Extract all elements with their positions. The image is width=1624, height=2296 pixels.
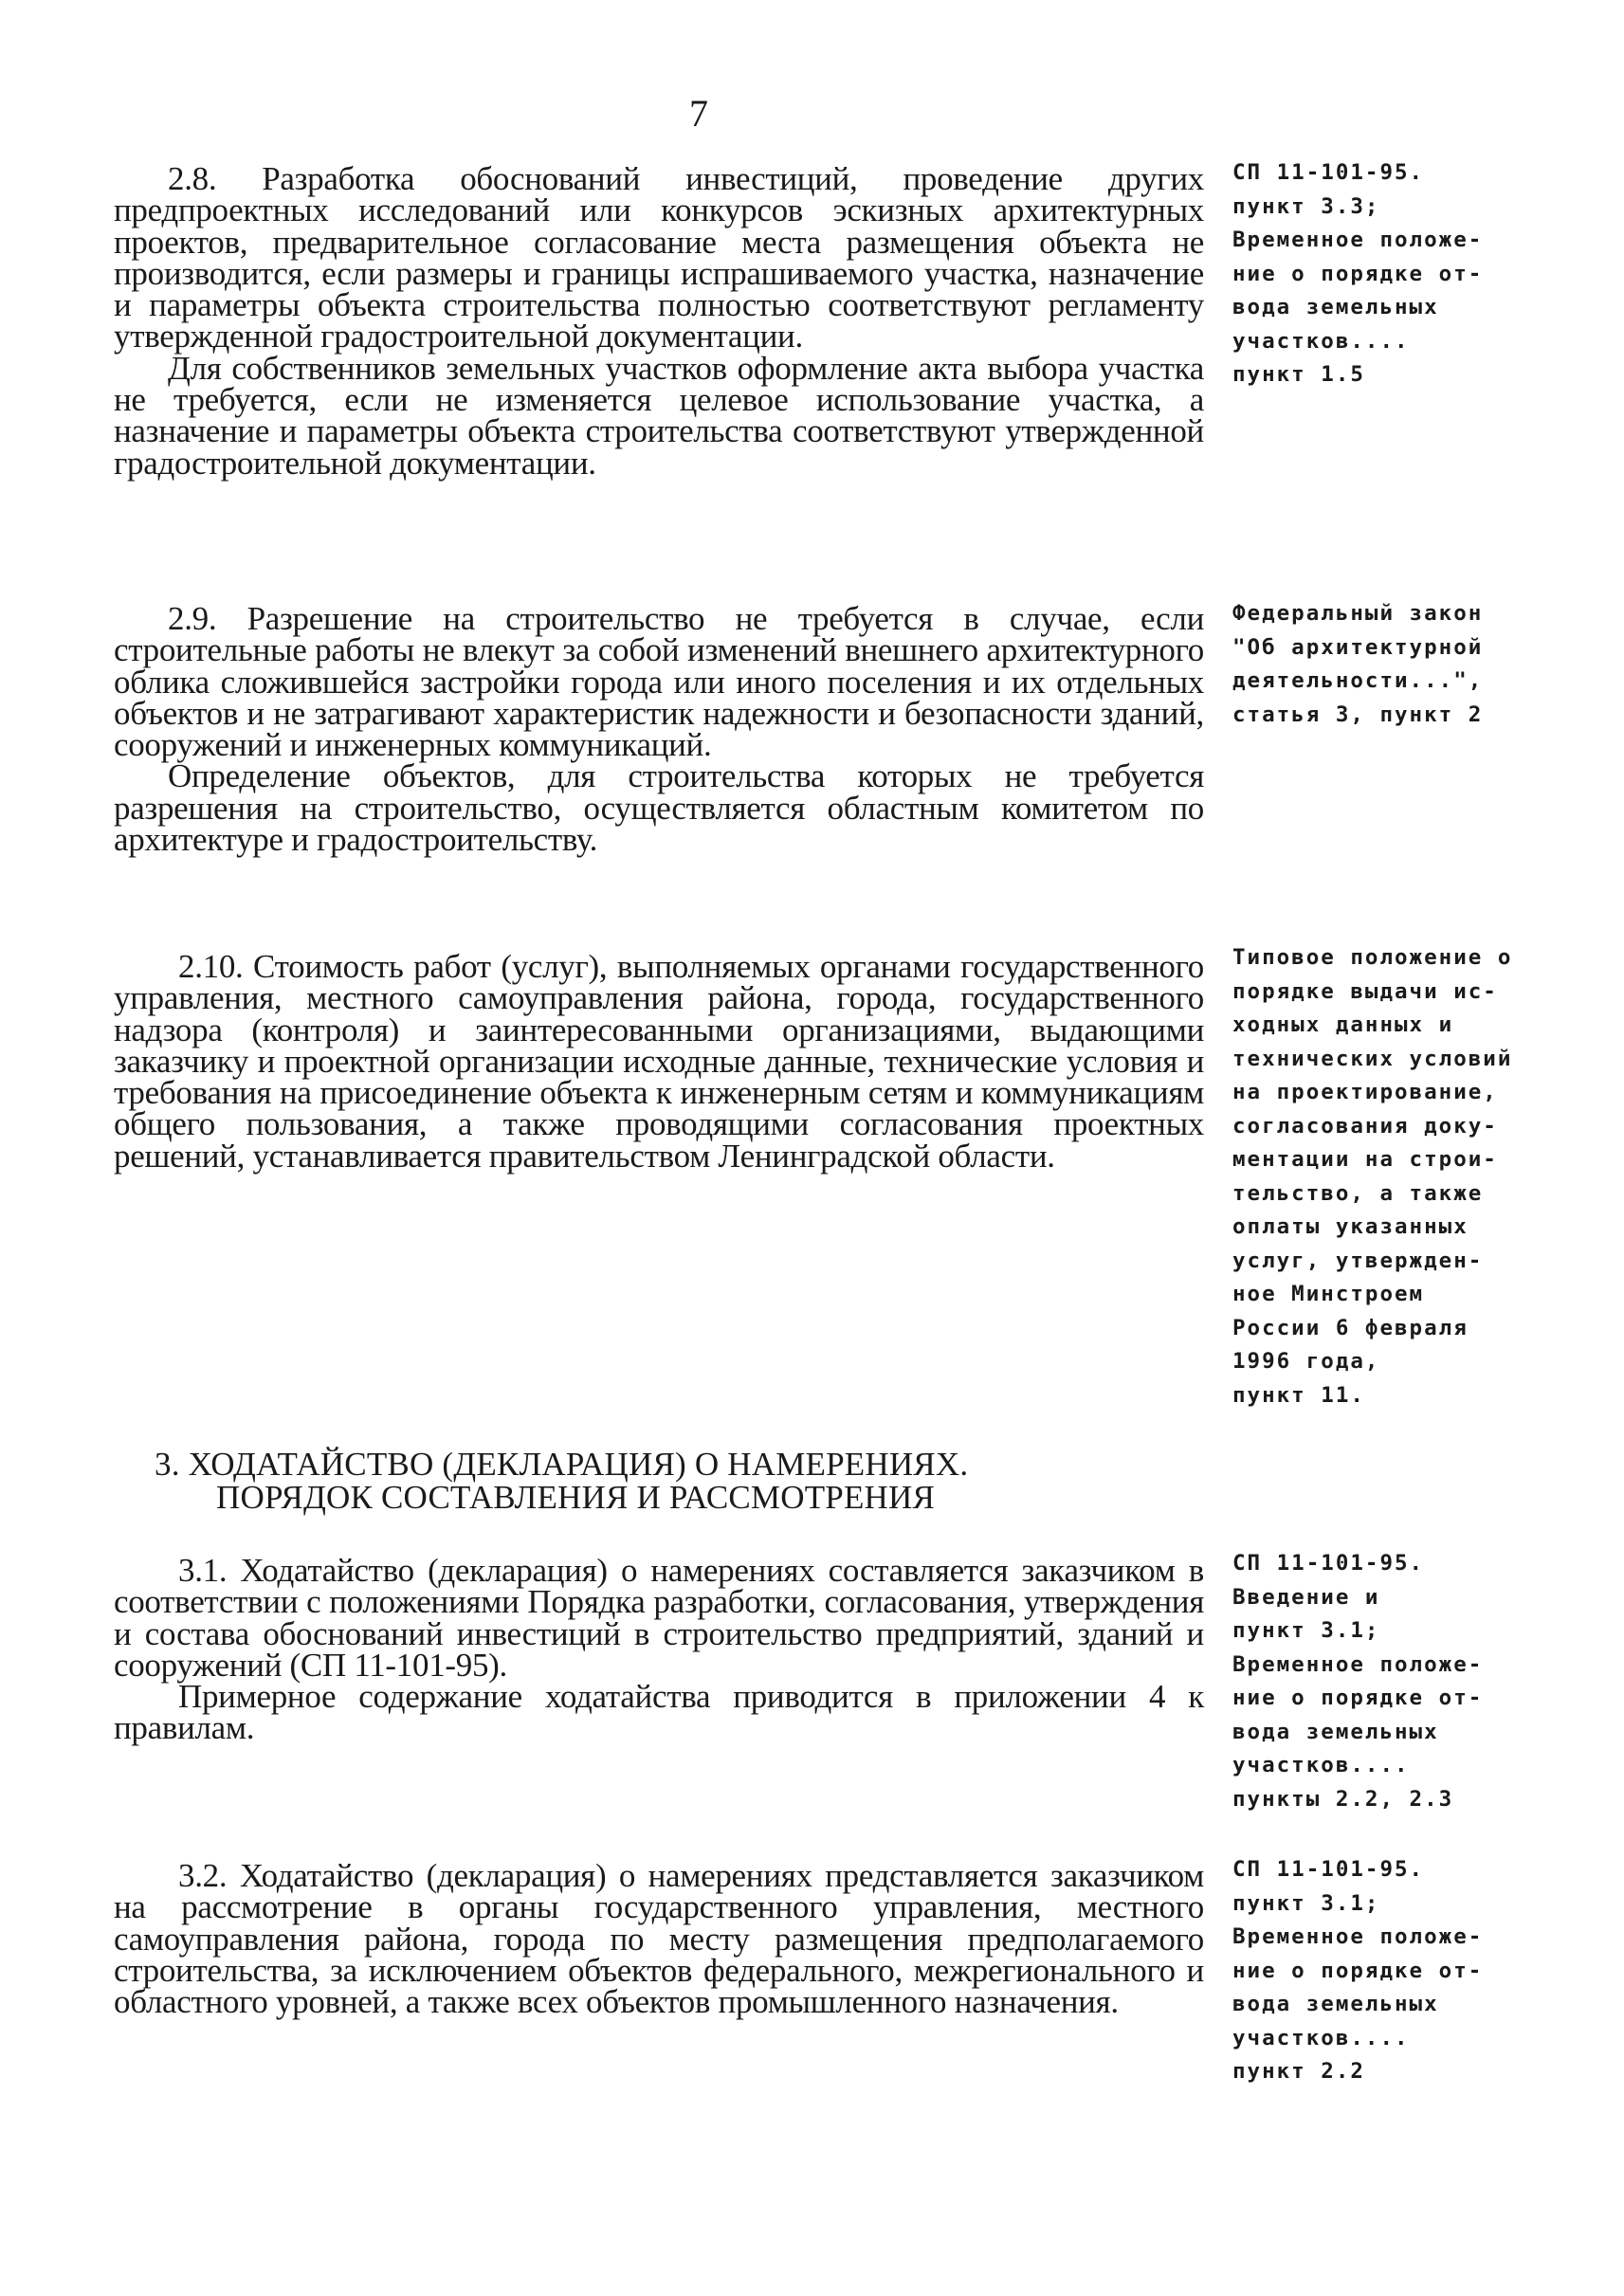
section-2-10-text xyxy=(114,948,1204,1175)
reference-line: ходных данных и xyxy=(1232,1012,1454,1037)
reference-line: Введение и xyxy=(1232,1584,1380,1610)
paragraph: 2.9. Разрешение на строительство не требуется в случае, если строительные работы не влекут за собой изменений внешнего архитектурного облика сложившейся застройки города или иного поселения и их отдельных объектов и не затрагивают характеристик надежности и безопасности зданий, сооружений и инженерных коммуникаций. xyxy=(114,600,1204,764)
reference-line: пункт 2.2 xyxy=(1232,2059,1365,2084)
reference-line: СП 11-101-95. xyxy=(1232,1551,1425,1576)
reference-line: Временное положе- xyxy=(1232,228,1484,252)
reference-line: участков.... xyxy=(1232,2025,1410,2050)
reference-line: на проектирование, xyxy=(1232,1080,1498,1104)
reference-line: вода земельных xyxy=(1232,1719,1439,1744)
reference-line: согласования доку- xyxy=(1232,1113,1498,1139)
reference-line: "Об архитектурной xyxy=(1232,634,1484,660)
reference-line: оплаты указанных xyxy=(1232,1214,1469,1239)
reference-line: тельство, а также xyxy=(1232,1180,1484,1206)
reference-line: пункты 2.2, 2.3 xyxy=(1232,1786,1454,1812)
reference-line: вода земельных xyxy=(1232,1992,1439,2016)
paragraph: Примерное содержание ходатайства приводится в приложении 4 к правилам. xyxy=(114,1678,1204,1747)
page-number: 7 xyxy=(689,92,708,135)
reference-line: СП 11-101-95. xyxy=(1232,160,1425,185)
reference-line: услуг, утвержден- xyxy=(1232,1248,1484,1273)
reference-line: пункт 1.5 xyxy=(1232,362,1365,387)
reference-line: ние о порядке от- xyxy=(1232,261,1484,286)
reference-line: ние о порядке от- xyxy=(1232,1958,1484,1983)
reference-line: порядке выдачи ис- xyxy=(1232,978,1498,1004)
reference-line: статья 3, пункт 2 xyxy=(1232,702,1484,727)
heading-line-2: ПОРЯДОК СОСТАВЛЕНИЯ И РАССМОТРЕНИЯ xyxy=(216,1479,936,1516)
reference-line: пункт 11. xyxy=(1232,1382,1365,1408)
reference-line: Временное положе- xyxy=(1232,1924,1484,1949)
paragraph: 3.2. Ходатайство (декларация) о намерениях представляется заказчиком на рассмотрение в органы государственного управления, местного самоуправления района, города по месту размещения предполагаемого строительства, за исключением объектов федерального, межрегионального и областного уровней, а также всех объектов промышленного назначения. xyxy=(114,1857,1204,2021)
reference-line: пункт 3.1; xyxy=(1232,1890,1380,1916)
reference-line: вода земельных xyxy=(1232,295,1439,319)
reference-line: пункт 3.3; xyxy=(1232,193,1380,219)
paragraph: 2.10. Стоимость работ (услуг), выполняемых органами государственного управления, местного самоуправления района, города, государственного надзора (контроля) и заинтересованными организациями, выдающими заказчику и проектной организации исходные данные, технические условия и требования на присоединение объекта к инженерным сетям и коммуникациям общего пользования, а также проводящими согласования проектных решений, устанавливается правительством Ленинградской области. xyxy=(114,948,1204,1175)
reference-line: Типовое положение о xyxy=(1232,945,1513,970)
section-2-9-reference xyxy=(1232,597,1616,732)
reference-line: ментации на строи- xyxy=(1232,1147,1498,1172)
reference-line: СП 11-101-95. xyxy=(1232,1857,1425,1882)
section-2-8-reference xyxy=(1232,156,1616,392)
section-2-8-text xyxy=(114,160,1204,482)
heading-line-1: 3. ХОДАТАЙСТВО (ДЕКЛАРАЦИЯ) О НАМЕРЕНИЯХ. xyxy=(155,1446,969,1483)
reference-line: пункт 3.1; xyxy=(1232,1618,1380,1643)
reference-line: Федеральный закон xyxy=(1232,601,1484,626)
paragraph: Определение объектов, для строительства которых не требуется разрешения на строительство, осуществляется областным комитетом по архитектуре и градостроительству. xyxy=(114,757,1204,859)
reference-line: технических условий xyxy=(1232,1046,1513,1071)
section-3-2-text xyxy=(114,1857,1204,2021)
reference-line: России 6 февраля xyxy=(1232,1315,1469,1340)
paragraph: 3.1. Ходатайство (декларация) о намерениях составляется заказчиком в соответствии с положениями Порядка разработки, согласования, утверждения и состава обоснований инвестиций в строительство предприятий, зданий и сооружений (СП 11-101-95). xyxy=(114,1552,1204,1684)
section-3-1-text xyxy=(114,1552,1204,1747)
reference-line: участков.... xyxy=(1232,328,1410,354)
section-3-1-reference xyxy=(1232,1547,1616,1816)
section-3-2-reference xyxy=(1232,1853,1616,2089)
reference-line: ние о порядке от- xyxy=(1232,1686,1484,1710)
section-2-10-reference xyxy=(1232,941,1616,1412)
section-heading xyxy=(155,1448,1103,1514)
reference-line: 1996 года, xyxy=(1232,1349,1380,1374)
reference-line: деятельности...", xyxy=(1232,668,1484,693)
reference-line: участков.... xyxy=(1232,1753,1410,1777)
reference-line: Временное положе- xyxy=(1232,1651,1484,1677)
paragraph: Для собственников земельных участков оформление акта выбора участка не требуется, если не изменяется целевое использование участка, а назначение и параметры объекта строительства соответствуют утвержденной градостроительной документации. xyxy=(114,349,1204,482)
paragraph: 2.8. Разработка обоснований инвестиций, проведение других предпроектных исследований или конкурсов эскизных архитектурных проектов, предварительное согласование места размещения объекта не производится, если размеры и границы испрашиваемого участка, назначение и параметры объекта строительства полностью соответствуют регламенту утвержденной градостроительной документации. xyxy=(114,160,1204,355)
section-2-9-text xyxy=(114,600,1204,859)
reference-line: ное Минстроем xyxy=(1232,1282,1425,1306)
